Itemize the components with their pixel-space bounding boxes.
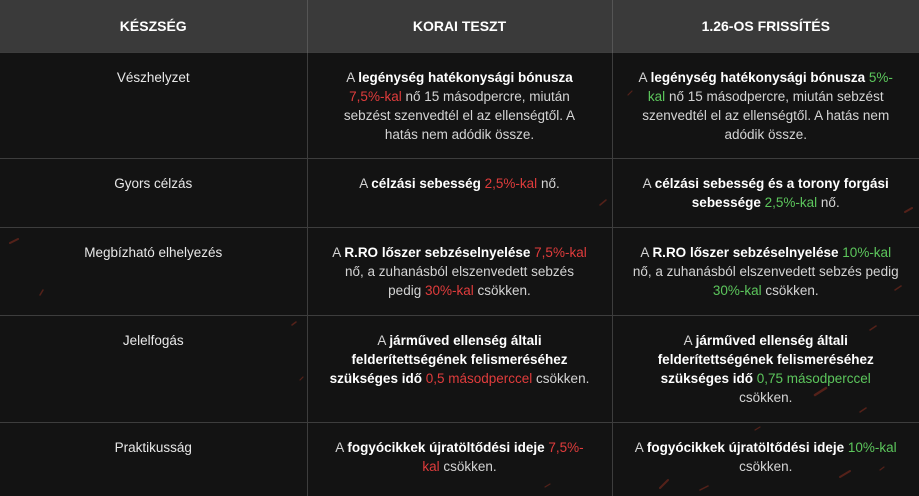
description-highlight: legénység hatékonysági bónusza — [650, 70, 866, 85]
column-header-update: 1.26-OS FRISSÍTÉS — [612, 0, 919, 53]
description-value: 2,5%-kal — [764, 195, 818, 210]
description-middle: nő, a zuhanásból elszenvedett sebzés pedig — [345, 264, 574, 298]
description-second-value: 30%-kal — [712, 283, 762, 298]
table-row — [0, 423, 919, 496]
skill-name: Megbízható elhelyezés — [0, 228, 307, 316]
description-highlight: célzási sebesség — [371, 176, 481, 191]
description-value: 2,5%-kal — [484, 176, 538, 191]
table-row — [0, 53, 919, 159]
description-highlight: járműved ellenség általi felderítettségének felismeréséhez szükséges idő — [329, 333, 568, 386]
table-row — [0, 228, 919, 316]
description-prefix: A — [634, 440, 644, 455]
column-header-early-test: KORAI TESZT — [307, 0, 612, 53]
description-rest: csökken. — [739, 390, 793, 405]
description-value: 0,75 másodperccel — [756, 371, 871, 386]
description-value: 7,5%-kal — [422, 440, 584, 474]
description-rest: nő 15 másodpercre, miután sebzést szenvedtél el az ellenségtől. A hatás nem adódik össze. — [343, 89, 576, 142]
early-test-description — [307, 228, 612, 316]
column-header-skill: KÉSZSÉG — [0, 0, 307, 53]
description-middle: nő, a zuhanásból elszenvedett sebzés pedig — [632, 264, 899, 279]
description-rest: nő 15 másodpercre, miután sebzést szenvedtél el az ellenségtől. A hatás nem adódik össze. — [642, 89, 890, 142]
update-description — [612, 423, 919, 496]
table-row — [0, 316, 919, 423]
early-test-description — [307, 316, 612, 423]
early-test-description — [307, 53, 612, 159]
description-prefix: A — [332, 245, 341, 260]
description-highlight: R.RO lőszer sebzéselnyelése — [344, 245, 531, 260]
description-value: 0,5 másodperccel — [425, 371, 533, 386]
description-highlight: R.RO lőszer sebzéselnyelése — [652, 245, 839, 260]
description-prefix: A — [335, 440, 344, 455]
description-value: 10%-kal — [842, 245, 892, 260]
skill-name: Jelelfogás — [0, 316, 307, 423]
description-rest: csökken. — [536, 371, 590, 386]
description-prefix: A — [359, 176, 368, 191]
update-description — [612, 159, 919, 228]
skill-name: Vészhelyzet — [0, 53, 307, 159]
description-prefix: A — [377, 333, 386, 348]
table-row — [0, 159, 919, 228]
skill-name: Gyors célzás — [0, 159, 307, 228]
description-prefix: A — [642, 176, 651, 191]
description-highlight: fogyócikkek újratöltődési ideje — [646, 440, 845, 455]
skill-name: Praktikusság — [0, 423, 307, 496]
description-second-value: 30%-kal — [424, 283, 474, 298]
description-prefix: A — [683, 333, 692, 348]
description-rest: csökken. — [739, 459, 793, 474]
description-highlight: fogyócikkek újratöltődési ideje — [347, 440, 545, 455]
description-prefix: A — [638, 70, 647, 85]
description-prefix: A — [346, 70, 355, 85]
early-test-description — [307, 423, 612, 496]
description-highlight: célzási sebesség és a torony forgási sebessége — [654, 176, 889, 210]
description-highlight: legénység hatékonysági bónusza — [358, 70, 573, 85]
description-value: 10%-kal — [847, 440, 897, 455]
update-description — [612, 228, 919, 316]
update-description — [612, 53, 919, 159]
description-highlight: járműved ellenség általi felderítettségének felismeréséhez szükséges idő — [657, 333, 874, 386]
description-rest: nő. — [820, 195, 840, 210]
description-rest: csökken. — [443, 459, 497, 474]
description-value: 7,5%-kal — [534, 245, 587, 260]
early-test-description — [307, 159, 612, 228]
update-description — [612, 316, 919, 423]
description-rest: csökken. — [765, 283, 819, 298]
table-header-row — [0, 0, 919, 53]
description-value: 5%-kal — [647, 70, 893, 104]
description-prefix: A — [640, 245, 649, 260]
description-value: 7,5%-kal — [349, 89, 402, 104]
description-rest: csökken. — [477, 283, 531, 298]
description-rest: nő. — [540, 176, 560, 191]
